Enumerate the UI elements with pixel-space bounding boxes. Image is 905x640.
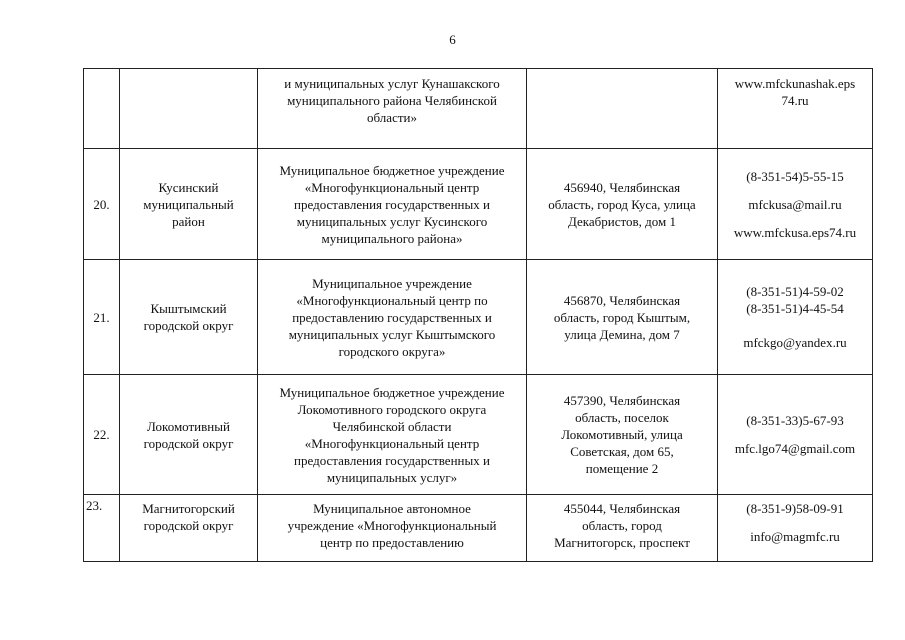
- contacts-cell: [718, 260, 873, 375]
- row-number-cell: 21.: [84, 260, 120, 375]
- table-row: [84, 375, 873, 495]
- website-link[interactable]: www.mfckusa.eps74.ru: [733, 224, 857, 240]
- municipality-cell: [120, 69, 258, 149]
- municipality-cell: [120, 149, 258, 260]
- organization-name: Муниципальное автономное учреждение «Многофункциональный центр по предоставлению: [287, 501, 497, 550]
- address-cell: [527, 260, 718, 375]
- address-cell: [527, 375, 718, 495]
- organization-cell: [258, 69, 527, 149]
- phone-number: (8-351-33)5-67-93: [746, 413, 844, 428]
- phone-number: (8-351-54)5-55-15: [746, 168, 844, 184]
- organization-cell: [258, 260, 527, 375]
- phone-number: (8-351-51)4-45-54: [746, 301, 844, 316]
- address-cell: [527, 69, 718, 149]
- table-row: [84, 69, 873, 149]
- contacts-cell: [718, 149, 873, 260]
- address-text: 456940, Челябинская область, город Куса, улица Декабристов, дом 1: [548, 179, 696, 229]
- organization-cell: [258, 375, 527, 495]
- contacts-cell: [718, 375, 873, 495]
- organization-name: и муниципальных услуг Кунашакского муниципального района Челябинской области»: [284, 76, 500, 125]
- address-text: 455044, Челябинская область, город Магнитогорск, проспект: [554, 501, 690, 550]
- table-row: [84, 149, 873, 260]
- row-number-cell: 22.: [84, 375, 120, 495]
- table-row: [84, 260, 873, 375]
- table-row: [84, 495, 873, 562]
- organization-name: Муниципальное бюджетное учреждение Локомотивного городского округа Челябинской области «Многофункциональный центр предоставления государственных и муниципальных услуг»: [279, 384, 505, 485]
- municipality-cell: [120, 375, 258, 495]
- municipality-name: Магнитогорский городской округ: [142, 501, 235, 533]
- address-text: 457390, Челябинская область, поселок Локомотивный, улица Советская, дом 65, помещение 2: [561, 393, 683, 476]
- municipality-cell: [120, 260, 258, 375]
- municipality-name: Кусинский муниципальный район: [143, 179, 234, 229]
- row-number-cell: 23.: [84, 495, 120, 562]
- organization-cell: [258, 149, 527, 260]
- page-number: 6: [449, 32, 456, 47]
- municipality-name: Локомотивный городской округ: [143, 418, 234, 451]
- municipality-cell: [120, 495, 258, 562]
- contacts-cell: [718, 69, 873, 149]
- organization-name: Муниципальное бюджетное учреждение «Многофункциональный центр предоставления государственных и муниципальных услуг Кусинского муниципального района»: [279, 162, 505, 246]
- row-number-cell: [84, 69, 120, 149]
- email-link[interactable]: mfckusa@mail.ru: [748, 196, 842, 212]
- organization-cell: [258, 495, 527, 562]
- phone-number: (8-351-51)4-59-02: [746, 284, 844, 299]
- website-link[interactable]: www.mfckunashak.eps 74.ru: [734, 76, 856, 108]
- email-link[interactable]: mfckgo@yandex.ru: [743, 335, 847, 350]
- row-number-cell: 20.: [84, 149, 120, 260]
- email-link[interactable]: mfc.lgo74@gmail.com: [734, 441, 856, 456]
- organization-name: Муниципальное учреждение «Многофункциональный центр по предоставлению государственных и муниципальных услуг Кыштымского городского округа»: [288, 275, 496, 359]
- address-cell: [527, 495, 718, 562]
- phone-number: (8-351-9)58-09-91: [746, 501, 844, 516]
- address-text: 456870, Челябинская область, город Кыштым, улица Демина, дом 7: [553, 292, 691, 342]
- mfc-registry-table: [83, 68, 873, 562]
- municipality-name: Кыштымский городской округ: [143, 301, 234, 333]
- email-link[interactable]: info@magmfc.ru: [750, 529, 840, 544]
- contacts-cell: [718, 495, 873, 562]
- address-cell: [527, 149, 718, 260]
